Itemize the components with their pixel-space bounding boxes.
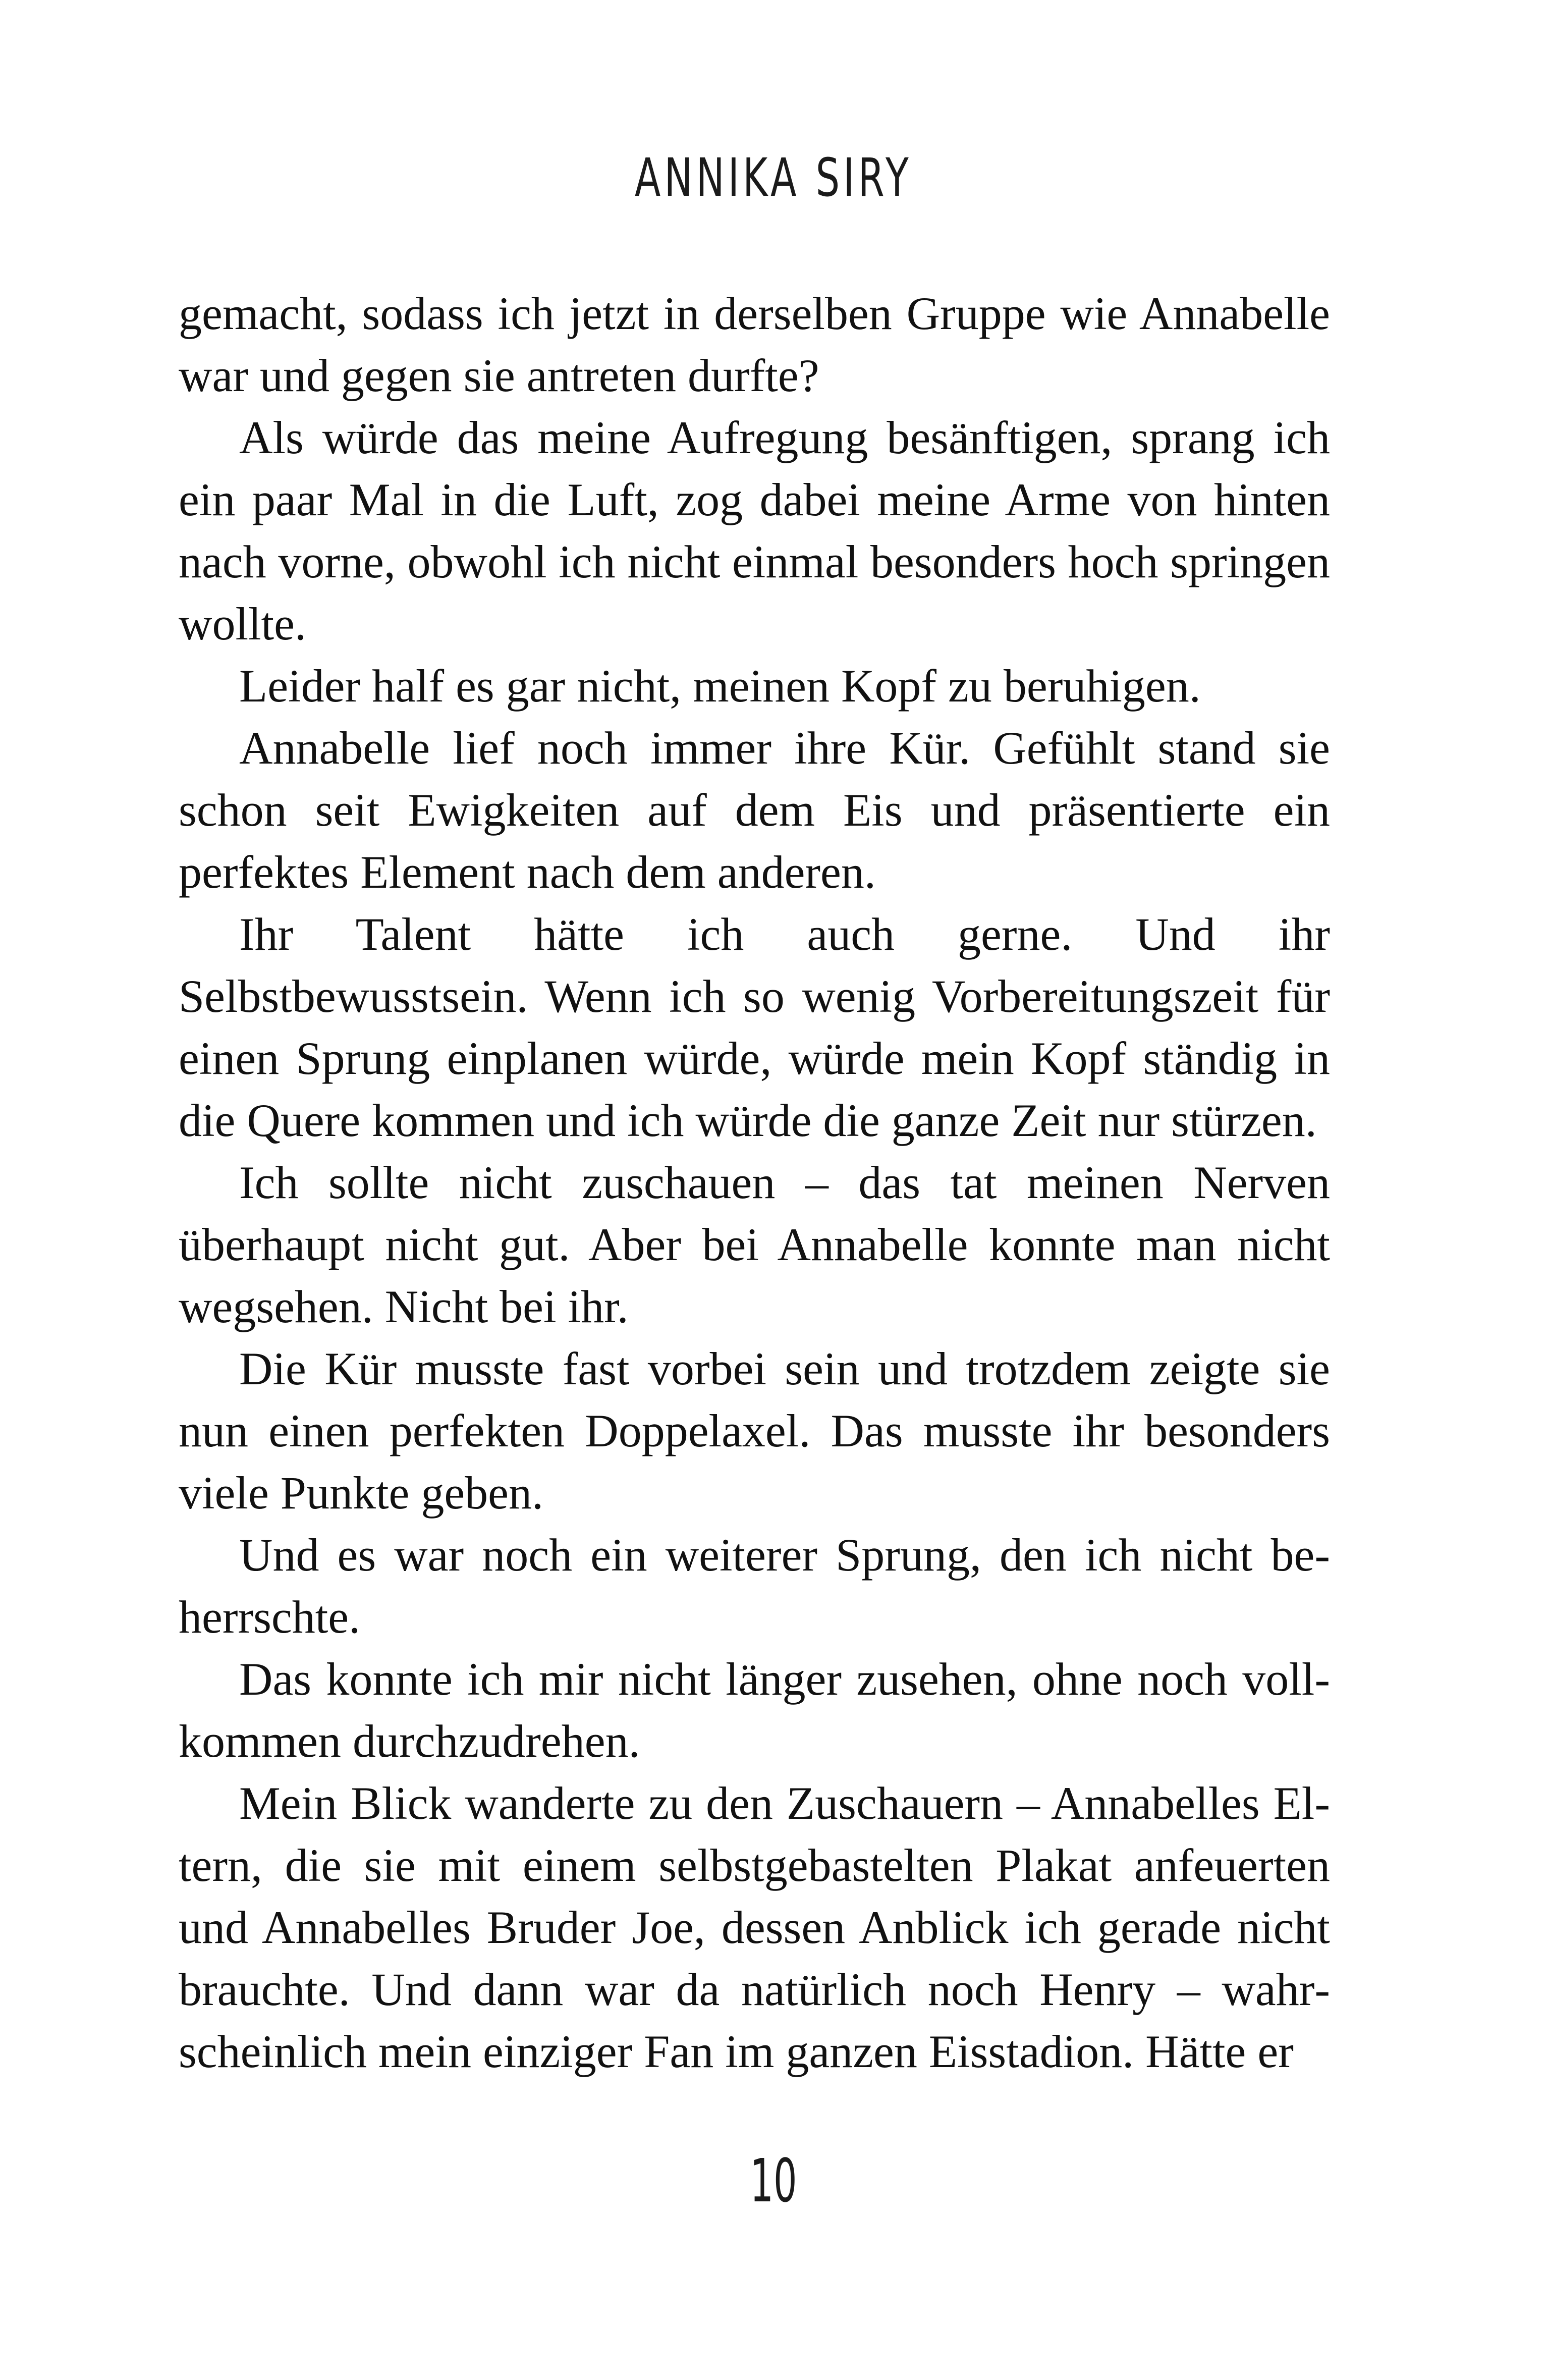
paragraph: Leider half es gar nicht, meinen Kopf zu beruhigen.	[239, 660, 1201, 712]
paragraph: Die Kür musste fast vorbei sein und trotzdem zeigte sie nun einen perfekten Doppelaxel. Das musste ihr besonders viele Punkte geben.	[179, 1343, 1330, 1519]
paragraph: Ihr Talent hätte ich auch gerne. Und ihr Selbstbewusstsein. Wenn ich so wenig Vorbereitungszeit für einen Sprung einplanen würde, würde mein Kopf ständig in die Quere kommen und ich würde die ganze Zeit nur stürzen.	[179, 908, 1330, 1146]
paragraph: Annabelle lief noch immer ihre Kür. Gefühlt stand sie schon seit Ewigkeiten auf dem Eis und präsentierte ein perfektes Element nach dem anderen.	[179, 722, 1330, 898]
paragraph: Das konnte ich mir nicht länger zusehen, ohne noch vollkommen durchzudrehen.	[179, 1653, 1330, 1767]
page-number: 10	[750, 2146, 797, 2215]
paragraph: Ich sollte nicht zuschauen – das tat meinen Nerven überhaupt nicht gut. Aber bei Annabelle konnte man nicht wegsehen. Nicht bei ihr.	[179, 1157, 1330, 1332]
paragraph: gemacht, sodass ich jetzt in derselben Gruppe wie Annabelle war und gegen sie antreten durfte?	[179, 288, 1330, 401]
paragraph: Als würde das meine Aufregung besänftigen, sprang ich ein paar Mal in die Luft, zog dabei meine Arme von hinten nach vorne, obwohl ich nicht einmal besonders hoch springen wollte.	[179, 412, 1330, 650]
running-head-author: ANNIKA SIRY	[635, 147, 912, 208]
body-text	[179, 283, 1330, 2083]
paragraph: Und es war noch ein weiterer Sprung, den ich nicht beherrschte.	[179, 1529, 1330, 1643]
paragraph: Mein Blick wanderte zu den Zuschauern – Annabelles Eltern, die sie mit einem selbstgebastelten Plakat anfeuerten und Annabelles Bruder Joe, dessen Anblick ich gerade nicht brauchte. Und dann war da natürlich noch Henry – wahrscheinlich mein einziger Fan im ganzen Eisstadion. Hätte er	[179, 1777, 1330, 2077]
